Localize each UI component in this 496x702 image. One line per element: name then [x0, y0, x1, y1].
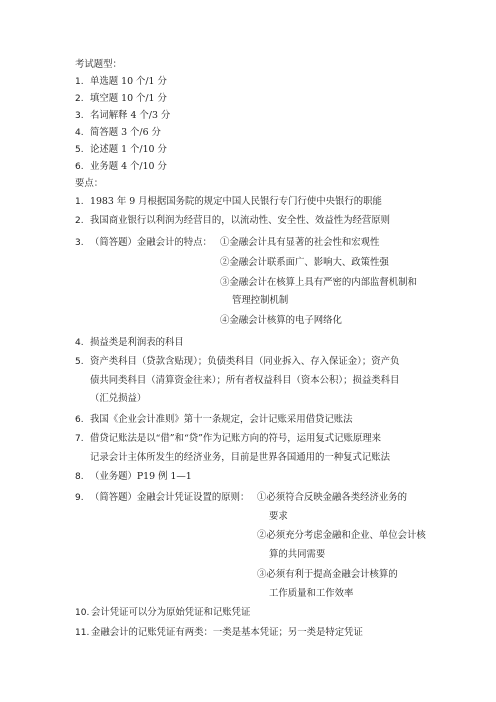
point-subitem: ③必须有利于提高金融会计核算的 — [257, 569, 398, 580]
point-text: 损益类是利润表的科目 — [90, 337, 184, 348]
point-lead: （简答题）金融会计凭证设置的原则： — [90, 492, 250, 503]
point-text: 资产类科目（贷款含贴现）；负债类科目（同业拆入、存入保证金）；资产负 — [90, 356, 400, 367]
list-item-number: 2. — [75, 94, 84, 104]
point-text: （业务题）P19 例 1—1 — [90, 471, 192, 482]
point-text: 1983 年 9 月根据国务院的规定中国人民银行专门行使中央银行的职能 — [90, 196, 382, 207]
point-subitem-continuation: 工作质量和工作效率 — [269, 588, 354, 599]
point-text: 借贷记账法是以“借”和“贷”作为记账方向的符号，运用复式记账原理来 — [90, 433, 382, 444]
point-subitem: ④金融会计核算的电子网络化 — [220, 315, 342, 326]
exam-types-heading: 考试题型： — [75, 59, 122, 70]
list-item-number: 1. — [75, 77, 84, 87]
list-item: 简答题 3 个/6 分 — [90, 127, 161, 138]
point-number: 5. — [75, 357, 84, 367]
point-number: 1. — [75, 197, 84, 207]
point-lead: （简答题）金融会计的特点： — [90, 237, 212, 248]
point-subitem: ①金融会计具有显著的社会性和宏观性 — [220, 237, 380, 248]
point-subitem-continuation: 管理控制机制 — [232, 295, 289, 306]
point-subitem-continuation: 算的共同需要 — [269, 549, 326, 560]
point-text: 金融会计的记账凭证有两类：一类是基本凭证；另一类是特定凭证 — [91, 627, 363, 638]
list-item: 论述题 1 个/10 分 — [90, 144, 167, 155]
point-subitem: ②金融会计联系面广、影响大、政策性强 — [220, 257, 389, 268]
point-text: 我国商业银行以利润为经营目的，以流动性、安全性、效益性为经营原则 — [90, 215, 391, 226]
point-subitem-continuation: 要求 — [269, 511, 288, 522]
point-text-continuation: （汇兑损益） — [90, 393, 147, 404]
list-item: 业务题 4 个/10 分 — [90, 161, 167, 172]
list-item-number: 3. — [75, 111, 84, 121]
point-number: 6. — [75, 415, 84, 425]
point-subitem: ②必须充分考虑金融和企业、单位会计核 — [257, 530, 426, 541]
point-number: 11. — [75, 628, 90, 638]
point-number: 7. — [75, 434, 84, 444]
point-subitem: ③金融会计在核算上具有严密的内部监督机制和 — [220, 277, 417, 288]
point-number: 4. — [75, 338, 84, 348]
list-item: 名词解释 4 个/3 分 — [90, 110, 171, 121]
point-text-continuation: 记录会计主体所发生的经济业务，目前是世界各国通用的一种复式记账法 — [90, 452, 391, 463]
point-number: 2. — [75, 216, 84, 226]
point-number: 10. — [75, 608, 90, 618]
point-text-continuation: 债共同类科目（清算资金往来）；所有者权益科目（资本公积）；损益类科目 — [90, 375, 400, 386]
point-number: 9. — [75, 493, 84, 503]
point-number: 8. — [75, 472, 84, 482]
point-text: 会计凭证可以分为原始凭证和记账凭证 — [91, 607, 251, 618]
point-subitem: ①必须符合反映金融各类经济业务的 — [257, 492, 408, 503]
list-item: 单选题 10 个/1 分 — [90, 76, 167, 87]
list-item: 填空题 10 个/1 分 — [90, 93, 167, 104]
list-item-number: 6. — [75, 162, 84, 172]
list-item-number: 4. — [75, 128, 84, 138]
list-item-number: 5. — [75, 145, 84, 155]
key-points-heading: 要点： — [75, 178, 104, 189]
point-number: 3. — [75, 238, 84, 248]
point-text: 我国《企业会计准则》第十一条规定，会计记账采用借贷记账法 — [90, 414, 353, 425]
